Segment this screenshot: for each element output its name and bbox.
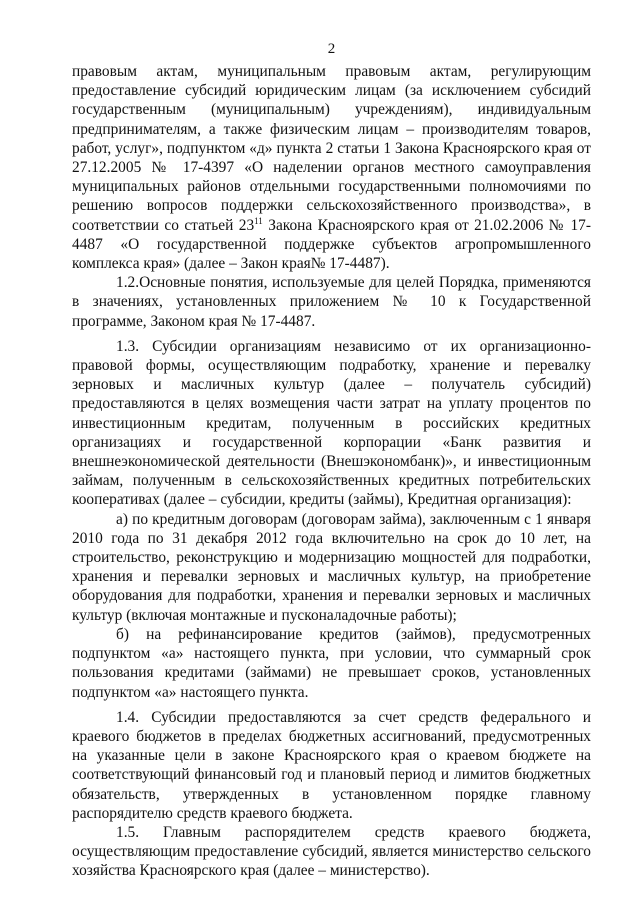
paragraph-subitem-b: б) на рефинансирование кредитов (займов), предусмотренных подпунктом «а» настоящего пункта, при условии, что суммарный срок пользования кредитами (займами) не превышает сроков, установленных подпунктом «а» настоящего пункта.	[72, 625, 591, 701]
paragraph-intro-text: правовым актам, муниципальным правовым актам, регулирующим предоставление субсидий юридическим лицам (за исключением субсидий государственным (муниципальным) учреждениям), индивидуальным предпринимателям, а также физическим лицам – производителям товаров, работ, услуг», подпунктом «д» пункта 2 статьи 1 Закона Красноярского края от 27.12.2005 № 17-4397 «О наделении органов местного самоуправления муниципальных районов отдельными государственными полномочиями по решению вопросов поддержки сельскохозяйственного производства», в соответствии со статьей 23	[72, 63, 591, 234]
page-number: 2	[327, 41, 336, 57]
paragraph-1-5: 1.5. Главным распорядителем средств краевого бюджета, осуществляющим предоставление субсидий, является министерство сельского хозяйства Красноярского края (далее – министерство).	[72, 823, 591, 880]
paragraph-intro-tail: Закона Красноярского края от 21.02.2006 № 17-4487 «О государственной поддержке субъектов агропромышленного комплекса края» (далее – Закон края№ 17-4487).	[72, 216, 591, 273]
paragraph-1-2: 1.2.Основные понятия, используемые для целей Порядка, применяются в значениях, установленных приложением № 10 к Государственной программе, Законом края № 17-4487.	[72, 274, 591, 330]
paragraph-intro	[72, 62, 591, 273]
document-body	[72, 62, 591, 881]
article-superscript: 11	[254, 215, 263, 226]
paragraph-1-3: 1.3. Субсидии организациям независимо от их организационно-правовой формы, осуществляющим подработку, хранение и перевалку зерновых и масличных культур (далее – получатель субсидий) предоставляются в целях возмещения части затрат на уплату процентов по инвестиционным кредитам, полученным в российских кредитных организациях и государственной корпорации «Банк развития и внешнеэкономической деятельности (Внешэкономбанк)», и инвестиционным займам, полученным в сельскохозяйственных кредитных потребительских кооперативах (далее – субсидии, кредиты (займы), Кредитная организация):	[72, 337, 591, 509]
paragraph-subitem-a: а) по кредитным договорам (договорам займа), заключенным с 1 января 2010 года по 31 декабря 2012 года включительно на срок до 10 лет, на строительство, реконструкцию и модернизацию мощностей для подработки, хранения и перевалки зерновых и масличных культур, на приобретение оборудования для подработки, хранения и перевалки зерновых и масличных культур (включая монтажные и пусконаладочные работы);	[72, 510, 591, 624]
paragraph-1-4: 1.4. Субсидии предоставляются за счет средств федерального и краевого бюджетов в пределах бюджетных ассигнований, предусмотренных на указанные цели в законе Красноярского края о краевом бюджете на соответствующий финансовый год и плановый период и лимитов бюджетных обязательств, утвержденных в установленном порядке главному распорядителю средств краевого бюджета.	[72, 708, 591, 822]
